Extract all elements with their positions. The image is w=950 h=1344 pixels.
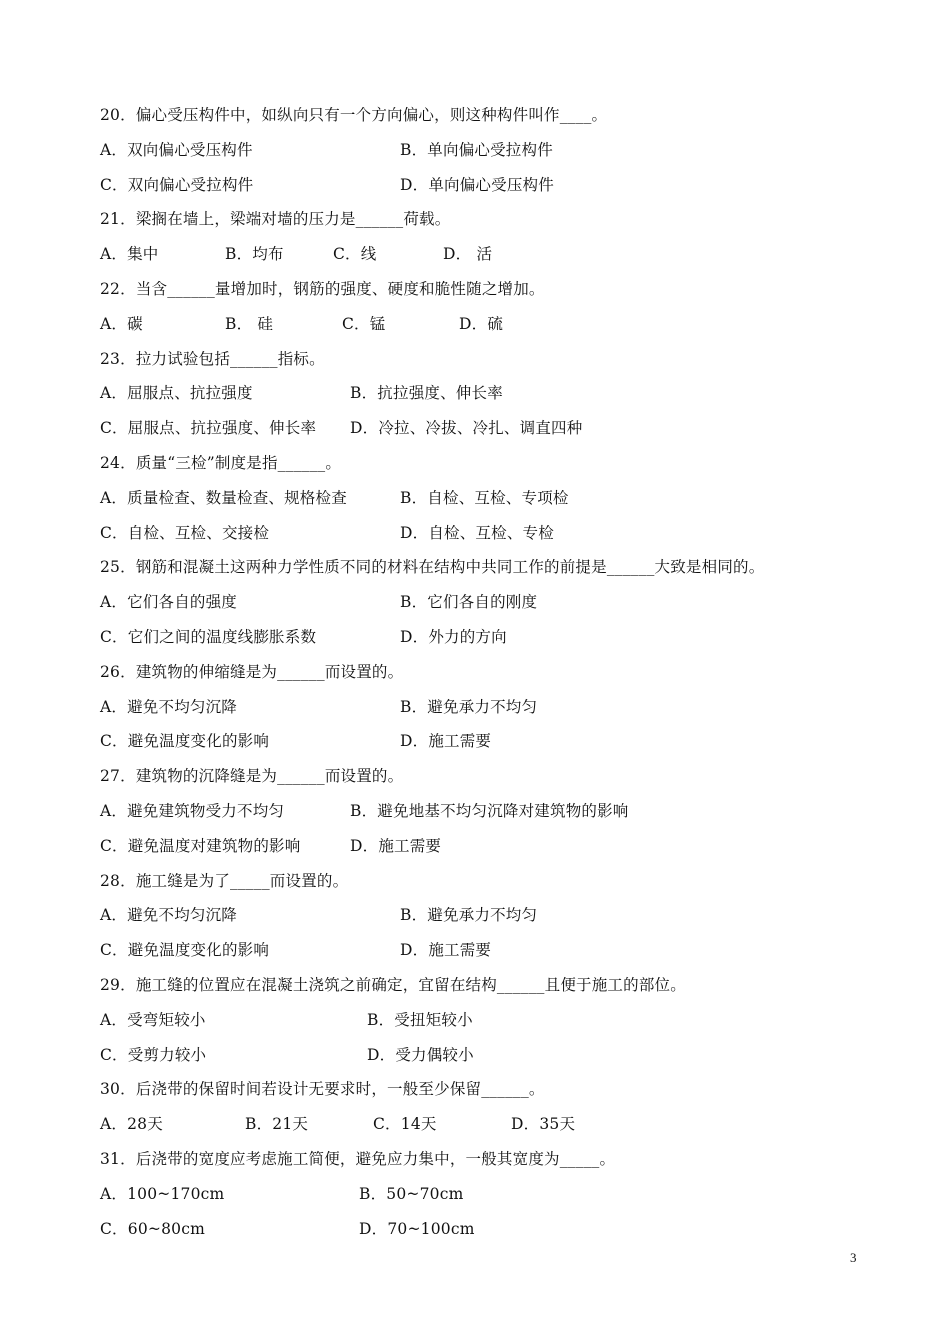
answer-option: A．避免不均匀沉降 (100, 906, 237, 925)
answer-option: B．避免地基不均匀沉降对建筑物的影响 (350, 802, 629, 820)
answer-option: C．14天 (373, 1115, 437, 1134)
answer-option: A．集中 (100, 245, 159, 264)
question-text: 27．建筑物的沉降缝是为______而设置的。 (100, 767, 404, 786)
answer-option: B．自检、互检、专项检 (400, 488, 569, 507)
answer-option: C．线 (333, 245, 377, 264)
question-text: 29．施工缝的位置应在混凝土浇筑之前确定，宜留在结构______且便于施工的部位。 (100, 976, 686, 994)
answer-option: C．避免温度变化的影响 (100, 732, 270, 751)
answer-option: C．60~80cm (100, 1219, 205, 1238)
answer-option: D．硫 (459, 314, 504, 333)
question-text: 25．钢筋和混凝土这两种力学性质不同的材料在结构中共同工作的前提是______大致是相同的。 (100, 558, 765, 577)
answer-option: A．避免不均匀沉降 (100, 697, 237, 716)
answer-option: C．自检、互检、交接检 (100, 523, 270, 542)
answer-option: B．21天 (245, 1115, 309, 1134)
answer-option: B．它们各自的刚度 (400, 593, 538, 612)
answer-option: C．它们之间的温度线膨胀系数 (100, 628, 317, 646)
answer-option: A．碳 (100, 314, 143, 333)
answer-option: D．冷拉、冷拔、冷扎、调直四种 (350, 419, 583, 438)
question-text: 22．当含______量增加时，钢筋的强度、硬度和脆性随之增加。 (100, 280, 545, 298)
answer-option: B．50~70cm (359, 1184, 464, 1203)
answer-option: B．避免承力不均匀 (400, 906, 538, 925)
answer-option: A．100~170cm (100, 1184, 225, 1203)
question-text: 31．后浇带的宽度应考虑施工简便，避免应力集中，一般其宽度为_____。 (100, 1150, 616, 1168)
answer-option: D．35天 (511, 1115, 576, 1134)
answer-option: D．施工需要 (400, 732, 492, 751)
answer-option: B．单向偏心受拉构件 (400, 140, 553, 159)
question-text: 24．质量“三检”制度是指______。 (100, 454, 342, 472)
question-text: 21．梁搁在墙上，梁端对墙的压力是______荷载。 (100, 210, 451, 229)
question-text: 23．拉力试验包括______指标。 (100, 349, 325, 368)
answer-option: C．屈服点、抗拉强度、伸长率 (100, 419, 317, 438)
answer-option: D．单向偏心受压构件 (400, 175, 554, 194)
answer-option: C．受剪力较小 (100, 1045, 207, 1064)
answer-option: A．屈服点、抗拉强度 (100, 384, 253, 403)
answer-option: A．质量检查、数量检查、规格检查 (100, 488, 347, 507)
answer-option: C．避免温度变化的影响 (100, 941, 270, 960)
answer-option: A．双向偏心受压构件 (100, 140, 253, 159)
answer-option: D．70~100cm (359, 1219, 475, 1238)
answer-option: C．避免温度对建筑物的影响 (100, 836, 301, 855)
answer-option: B．受扭矩较小 (367, 1010, 473, 1029)
question-text: 26．建筑物的伸缩缝是为______而设置的。 (100, 662, 404, 681)
answer-option: B．均布 (225, 245, 284, 264)
answer-option: D．施工需要 (350, 836, 442, 855)
answer-option: D．外力的方向 (400, 628, 507, 646)
answer-option: A．28天 (100, 1115, 163, 1134)
answer-option: D． 活 (443, 245, 493, 264)
answer-option: A．受弯矩较小 (100, 1010, 206, 1029)
question-text: 28．施工缝是为了_____而设置的。 (100, 871, 349, 890)
answer-option: B．避免承力不均匀 (400, 697, 538, 716)
answer-option: A．它们各自的强度 (100, 593, 237, 612)
answer-option: D．受力偶较小 (367, 1045, 474, 1064)
question-text: 20．偏心受压构件中，如纵向只有一个方向偏心，则这种构件叫作____。 (100, 106, 608, 124)
page-number: 3 (850, 1250, 857, 1265)
question-text: 30．后浇带的保留时间若设计无要求时，一般至少保留______。 (100, 1080, 545, 1099)
answer-option: A．避免建筑物受力不均匀 (100, 802, 285, 820)
answer-option: C．锰 (342, 314, 386, 333)
answer-option: B．抗拉强度、伸长率 (350, 384, 503, 403)
answer-option: C．双向偏心受拉构件 (100, 175, 254, 194)
answer-option: B． 硅 (225, 314, 274, 333)
answer-option: D．施工需要 (400, 941, 492, 960)
answer-option: D．自检、互检、专检 (400, 523, 554, 542)
